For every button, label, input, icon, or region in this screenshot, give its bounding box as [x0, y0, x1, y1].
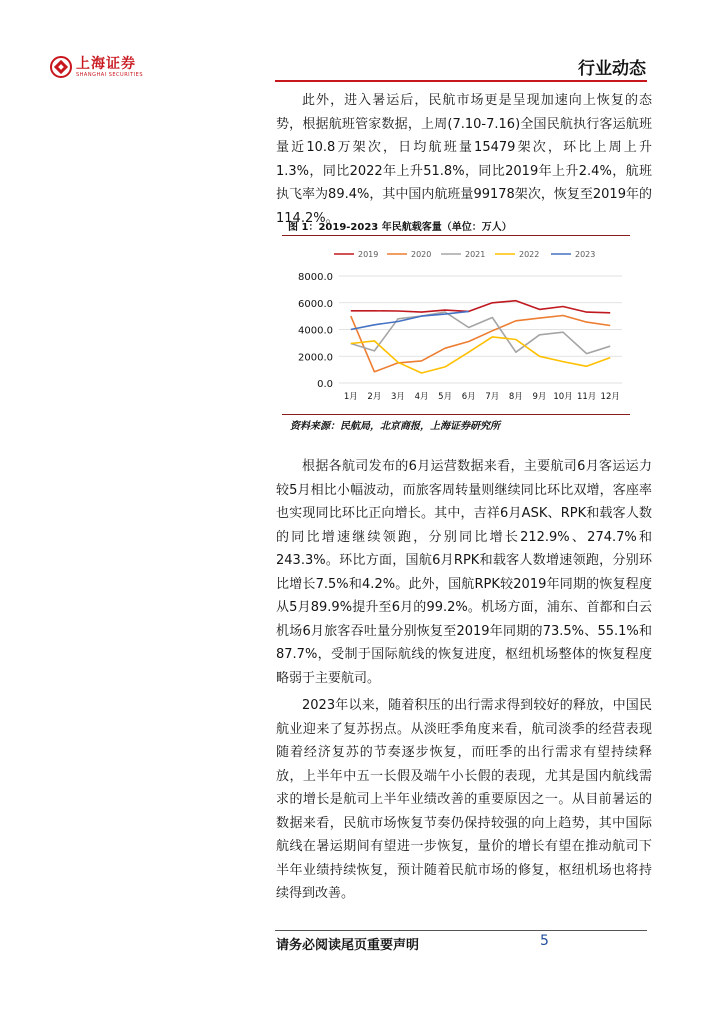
document-type: 行业动态	[578, 59, 646, 79]
x-tick-label: 9月	[532, 392, 547, 402]
series-line-2022	[351, 337, 610, 373]
legend-label: 2020	[411, 250, 432, 259]
x-tick-label: 1月	[343, 392, 358, 402]
y-tick-label: 2000.0	[298, 352, 333, 364]
passenger-volume-line-chart	[282, 238, 630, 412]
legend-item-2021	[441, 250, 485, 259]
page-header	[0, 0, 724, 80]
legend-label: 2021	[465, 250, 486, 259]
chart-axes	[298, 272, 620, 402]
figure-title-divider	[282, 235, 630, 236]
paragraph-2: 根据各航司发布的6月运营数据来看，主要航司6月客运运力较5月相比小幅波动，而旅客周转量则继续同比环比双增，客座率也实现同比环比正向增长。其中，吉祥6月ASK、RPK和载客人数的同比增速继续领跑，分别同比增长212.9%、274.7%和243.3%。环比方面，国航6月RPK和载客人数增速领跑，分别环比增长7.5%和4.2%。此外，国航RPK较2019年同期的恢复程度从5月89.9%提升至6月的99.2%。机场方面，浦东、首都和白云机场6月旅客吞吐量分别恢复至2019年同期的73.5%、55.1%和87.7%，受制于国际航线的恢复进度，枢纽机场整体的恢复程度略弱于主要航司。	[276, 459, 652, 686]
paragraph-3-block	[276, 694, 652, 906]
x-tick-label: 4月	[414, 392, 429, 402]
y-tick-label: 6000.0	[298, 298, 333, 310]
footer-divider	[275, 930, 647, 931]
paragraph-1: 此外，进入暑运后，民航市场更是呈现加速向上恢复的态势，根据航班管家数据，上周(7.10-7.16)全国民航执行客运航班量近10.8万架次，日均航班量15479架次，环比上周上升1.3%，同比2022年上升51.8%，同比2019年上升2.4%，航班执飞率为89.4%，其中国内航班量99178架次，恢复至2019年的114.2%。	[276, 93, 652, 226]
x-tick-label: 7月	[485, 392, 500, 402]
paragraph-3: 2023年以来，随着积压的出行需求得到较好的释放，中国民航业迎来了复苏拐点。从淡旺季角度来看，航司淡季的经营表现随着经济复苏的节奏逐步恢复，而旺季的出行需求有望持续释放，上半年中五一长假及端午小长假的表现，尤其是国内航线需求的增长是航司上半年业绩改善的重要原因之一。从目前暑运的数据来看，民航市场恢复节奏仍保持较强的向上趋势，其中国际航线在暑运期间有望进一步恢复，量价的增长有望在推动航司下半年业绩持续恢复，预计随着民航市场的修复，枢纽机场也将持续得到改善。	[276, 698, 652, 901]
legend-item-2019	[334, 250, 378, 259]
figure-title: 图 1：2019-2023 年民航载客量（单位：万人）	[288, 222, 512, 233]
chart-gridlines	[339, 276, 622, 383]
header-divider	[275, 80, 647, 82]
x-tick-label: 3月	[390, 392, 405, 402]
y-tick-label: 4000.0	[298, 325, 333, 337]
company-logo	[50, 56, 143, 78]
x-tick-label: 2月	[367, 392, 382, 402]
figure-source-divider	[282, 414, 630, 415]
x-tick-label: 8月	[508, 392, 523, 402]
x-tick-label: 5月	[438, 392, 453, 402]
figure-source: 资料来源：民航局，北京商报，上海证券研究所	[290, 421, 500, 432]
x-tick-label: 11月	[576, 392, 597, 402]
legend-label: 2023	[575, 250, 596, 259]
disclaimer-note: 请务必阅读尾页重要声明	[276, 938, 420, 953]
y-tick-label: 0.0	[317, 379, 333, 390]
x-tick-label: 10月	[553, 392, 573, 402]
y-tick-label: 8000.0	[298, 272, 333, 283]
legend-item-2023	[551, 250, 595, 259]
chart-legend	[334, 250, 595, 259]
x-tick-label: 6月	[461, 392, 476, 402]
logo-name: 上海证券	[76, 55, 136, 72]
legend-item-2020	[387, 250, 431, 259]
series-line-2023	[351, 311, 469, 329]
x-tick-label: 12月	[600, 392, 620, 402]
logo-name-en: SHANGHAI SECURITIES	[76, 71, 144, 78]
logo-emblem-icon	[50, 56, 72, 78]
legend-label: 2019	[358, 250, 379, 259]
legend-label: 2022	[519, 250, 540, 259]
page-number: 5	[540, 933, 549, 949]
paragraph-2-block	[276, 455, 652, 690]
chart-series	[351, 301, 610, 373]
paragraph-1-block	[276, 89, 652, 230]
legend-item-2022	[495, 250, 539, 259]
